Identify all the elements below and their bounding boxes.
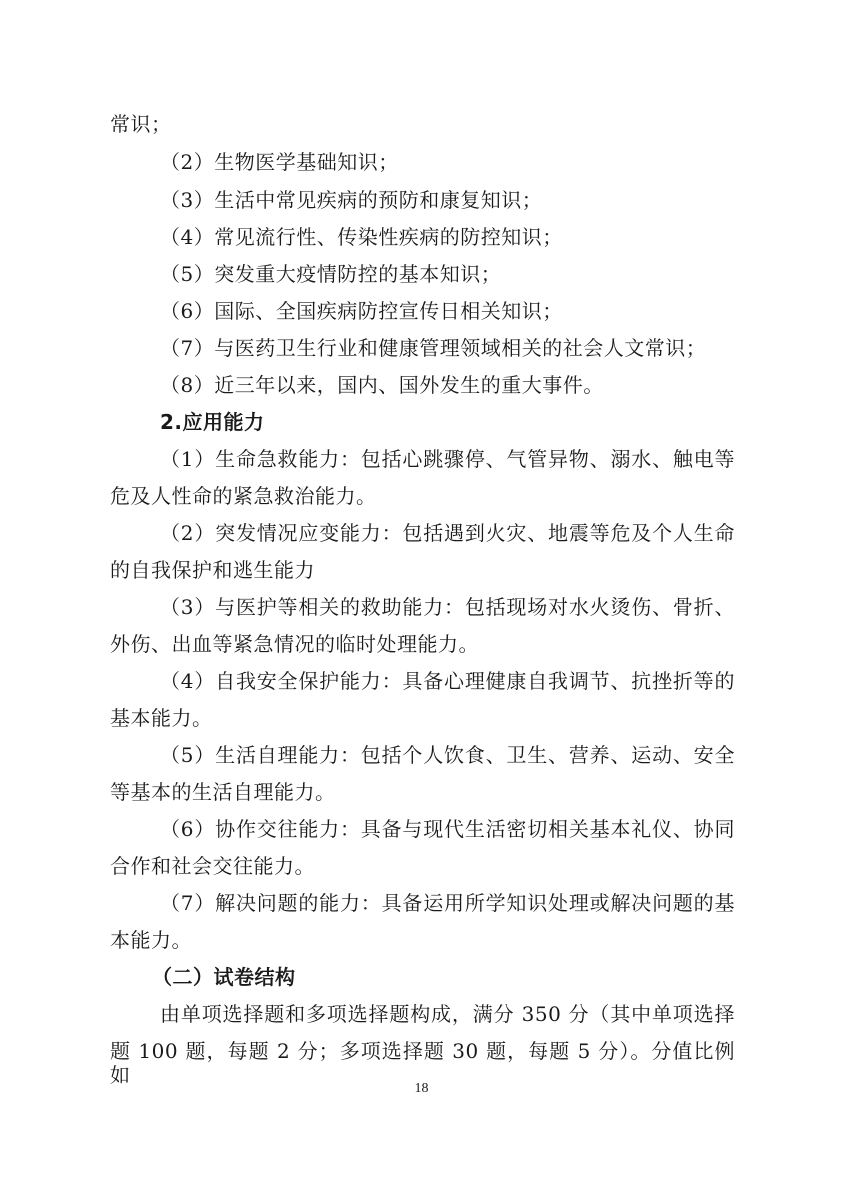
ability-item-3-line-1: （3）与医护等相关的救助能力：包括现场对水火烫伤、骨折、 bbox=[160, 595, 735, 619]
section-heading-paper-structure: （二）试卷结构 bbox=[152, 965, 296, 989]
ability-item-6-line-2: 合作和社会交往能力。 bbox=[110, 854, 315, 878]
ability-item-1-line-2: 危及人性命的紧急救治能力。 bbox=[110, 484, 377, 508]
knowledge-item-7: （7）与医药卫生行业和健康管理领域相关的社会人文常识； bbox=[160, 336, 707, 360]
knowledge-item-8: （8）近三年以来，国内、国外发生的重大事件。 bbox=[160, 373, 604, 397]
section-heading-applied-ability: 2.应用能力 bbox=[160, 410, 265, 434]
ability-item-3-line-2: 外伤、出血等紧急情况的临时处理能力。 bbox=[110, 632, 479, 656]
knowledge-item-6: （6）国际、全国疾病防控宣传日相关知识； bbox=[160, 299, 563, 323]
ability-item-5-line-2: 等基本的生活自理能力。 bbox=[110, 780, 336, 804]
knowledge-item-4: （4）常见流行性、传染性疾病的防控知识； bbox=[160, 225, 563, 249]
ability-item-5-line-1: （5）生活自理能力：包括个人饮食、卫生、营养、运动、安全 bbox=[160, 743, 735, 767]
knowledge-item-3: （3）生活中常见疾病的预防和康复知识； bbox=[160, 188, 543, 212]
paper-structure-line-2: 题 100 题，每题 2 分；多项选择题 30 题，每题 5 分）。分值比例如 bbox=[110, 1039, 735, 1087]
knowledge-item-5: （5）突发重大疫情防控的基本知识； bbox=[160, 262, 502, 286]
ability-item-2-line-2: 的自我保护和逃生能力 bbox=[110, 558, 315, 582]
ability-item-1-line-1: （1）生命急救能力：包括心跳骤停、气管异物、溺水、触电等 bbox=[160, 447, 735, 471]
ability-item-4-line-1: （4）自我安全保护能力：具备心理健康自我调节、抗挫折等的 bbox=[160, 669, 735, 693]
ability-item-7-line-2: 本能力。 bbox=[110, 928, 192, 952]
ability-item-4-line-2: 基本能力。 bbox=[110, 706, 213, 730]
ability-item-7-line-1: （7）解决问题的能力：具备运用所学知识处理或解决问题的基 bbox=[160, 891, 735, 915]
paper-structure-line-1: 由单项选择题和多项选择题构成，满分 350 分（其中单项选择 bbox=[160, 1002, 735, 1026]
knowledge-item-2: （2）生物医学基础知识； bbox=[160, 150, 399, 174]
ability-item-2-line-1: （2）突发情况应变能力：包括遇到火灾、地震等危及个人生命 bbox=[160, 521, 735, 545]
page-number: 18 bbox=[414, 1081, 429, 1096]
ability-item-6-line-1: （6）协作交往能力：具备与现代生活密切相关基本礼仪、协同 bbox=[160, 817, 735, 841]
text-line-continuation: 常识； bbox=[110, 112, 172, 136]
